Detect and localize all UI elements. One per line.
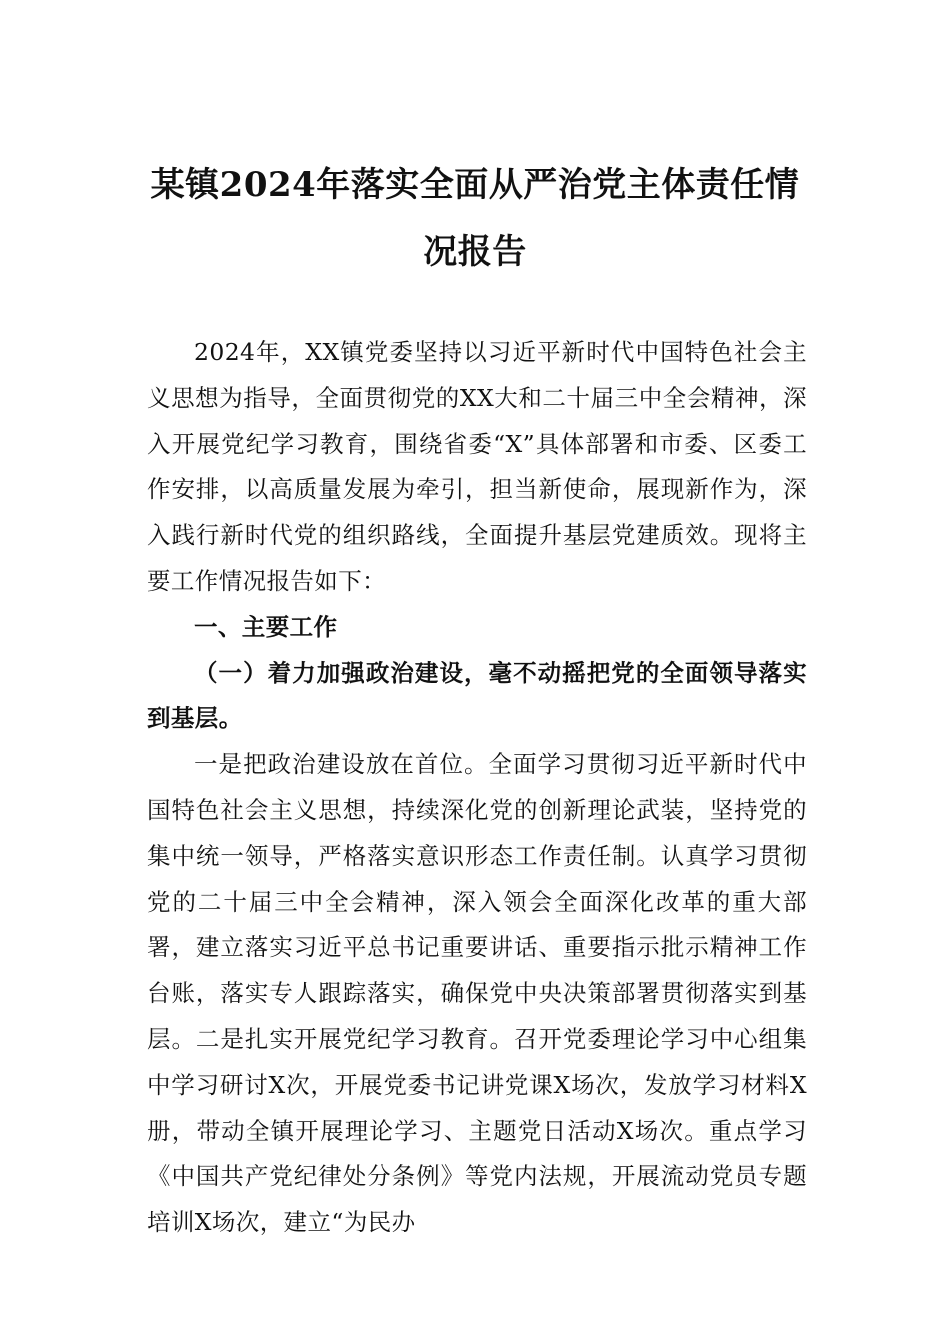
document-title: 某镇2024年落实全面从严治党主体责任情况报告 <box>150 165 800 272</box>
subsection-heading: （一）着力加强政治建设，毫不动摇把党的全面领导落实到基层。 <box>147 658 807 733</box>
document-body <box>147 330 807 1246</box>
section-heading: 一、主要工作 <box>194 612 338 641</box>
intro-paragraph: 2024年，XX镇党委坚持以习近平新时代中国特色社会主义思想为指导，全面贯彻党的XX大和二十届三中全会精神，深入开展党纪学习教育，围绕省委“X”具体部署和市委、区委工作安排，以高质量发展为牵引，担当新使命，展现新作为，深入践行新时代党的组织路线，全面提升基层党建质效。现将主要工作情况报告如下： <box>147 338 807 595</box>
body-paragraph: 一是把政治建设放在首位。全面学习贯彻习近平新时代中国特色社会主义思想，持续深化党的创新理论武装，坚持党的集中统一领导，严格落实意识形态工作责任制。认真学习贯彻党的二十届三中全会精神，深入领会全面深化改革的重大部署，建立落实习近平总书记重要讲话、重要指示批示精神工作台账，落实专人跟踪落实，确保党中央决策部署贯彻落实到基层。二是扎实开展党纪学习教育。召开党委理论学习中心组集中学习研讨X次，开展党委书记讲党课X场次，发放学习材料X册，带动全镇开展理论学习、主题党日活动X场次。重点学习《中国共产党纪律处分条例》等党内法规，开展流动党员专题培训X场次，建立“为民办 <box>147 750 807 1237</box>
